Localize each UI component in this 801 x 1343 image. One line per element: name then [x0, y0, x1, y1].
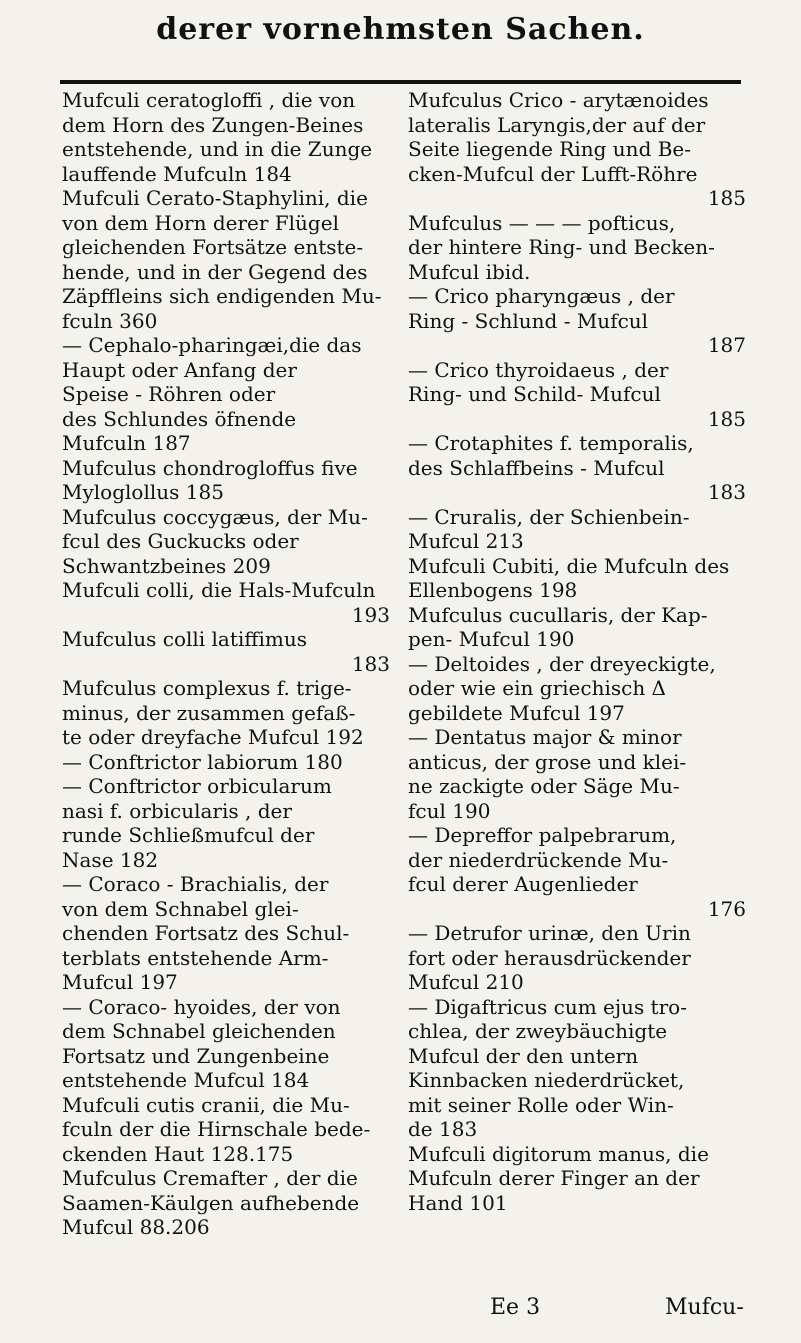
- index-line: 183: [707, 480, 746, 504]
- index-line: 193: [351, 602, 390, 627]
- index-line: entstehende Mufcul 184: [62, 1068, 310, 1092]
- index-line: der niederdrückende Mu-: [408, 847, 669, 872]
- index-line: Mufculn derer Finger an der: [408, 1166, 700, 1190]
- index-line: Mufculus coccygæus, der Mu-: [62, 504, 368, 529]
- index-line: von dem Horn derer Flügel: [62, 210, 339, 235]
- index-line: — Deltoides , der dreyeckigte,: [408, 651, 716, 676]
- index-line: fcul 190: [408, 798, 491, 823]
- index-line: des Schlaffbeins - Mufcul: [408, 455, 665, 480]
- index-line: cken-Mufcul der Lufft-Röhre: [408, 161, 698, 186]
- index-line: pen- Mufcul 190: [408, 627, 575, 651]
- index-line: — Cephalo-pharingæi,die das: [62, 333, 362, 357]
- signature-mark: Ee 3: [490, 1295, 541, 1320]
- index-line: minus, der zusammen gefaß-: [62, 700, 356, 725]
- index-line: Ellenbogens 198: [408, 578, 578, 602]
- index-line: — Coraco - Brachialis, der: [62, 872, 329, 896]
- index-line: gleichenden Fortsätze entste-: [62, 235, 364, 259]
- index-line: von dem Schnabel glei-: [62, 896, 299, 921]
- index-line: Ring- und Schild- Mufcul: [408, 382, 661, 406]
- index-line: hende, und in der Gegend des: [62, 259, 368, 284]
- index-line: fculn der die Hirnschale bede-: [62, 1117, 371, 1141]
- index-line: entstehende, und in die Zunge: [62, 137, 373, 161]
- index-line: Mufcul 213: [408, 529, 524, 553]
- index-line: Mufculi colli, die Hals-Mufculn: [62, 578, 376, 602]
- index-line: Mufculn 187: [62, 431, 191, 455]
- index-line: — Digaftricus cum ejus tro-: [408, 994, 687, 1019]
- index-line: Mufculi cutis cranii, die Mu-: [62, 1092, 350, 1117]
- index-line: — Conftrictor labiorum 180: [62, 749, 343, 774]
- index-line: runde Schließmufcul der: [62, 823, 315, 847]
- index-line: anticus, der grose und klei-: [408, 749, 687, 774]
- index-line: Mufculus chondrogloffus five: [62, 455, 358, 480]
- index-line: Myloglollus 185: [62, 480, 224, 504]
- index-line: de 183: [408, 1117, 478, 1141]
- index-line: dem Horn des Zungen-Beines: [62, 112, 364, 137]
- index-line: oder wie ein griechisch Δ: [408, 676, 666, 700]
- index-line: Hand 101: [408, 1190, 508, 1215]
- index-line: Mufculi Cubiti, die Mufculn des: [408, 553, 730, 578]
- index-line: Mufculi digitorum manus, die: [408, 1141, 709, 1166]
- header-rule: [60, 80, 741, 84]
- index-line: Mufculi ceratogloffi , die von: [62, 88, 356, 112]
- index-line: Mufculus — — — pofticus,: [408, 210, 676, 235]
- index-line: der hintere Ring- und Becken-: [408, 235, 715, 259]
- index-line: — Depreffor palpebrarum,: [408, 823, 677, 847]
- index-line: Schwantzbeines 209: [62, 553, 271, 578]
- index-line: fcul derer Augenlieder: [408, 872, 638, 896]
- index-line: — Crico thyroidaeus , der: [408, 357, 669, 382]
- index-line: Mufculus cucullaris, der Kap-: [408, 602, 708, 627]
- index-line: — Crotaphites f. temporalis,: [408, 431, 694, 455]
- running-header: derer vornehmsten Sachen.: [156, 12, 645, 47]
- index-line: Mufcul 210: [408, 970, 524, 994]
- index-line: ne zackigte oder Säge Mu-: [408, 774, 680, 798]
- index-line: — Crico pharyngæus , der: [408, 284, 675, 308]
- index-line: Seite liegende Ring und Be-: [408, 137, 692, 161]
- right-column: [408, 88, 746, 1215]
- index-line: chlea, der zweybäuchigte: [408, 1019, 668, 1043]
- index-line: Zäpffleins sich endigenden Mu-: [62, 284, 382, 308]
- index-line: ckenden Haut 128.175: [62, 1141, 294, 1166]
- index-line: Mufculus complexus f. trige-: [62, 676, 352, 700]
- index-line: Ring - Schlund - Mufcul: [408, 308, 649, 333]
- index-line: Mufcul 197: [62, 970, 178, 994]
- left-column: [62, 88, 390, 1240]
- index-line: Fortsatz und Zungenbeine: [62, 1043, 330, 1068]
- index-line: 183: [351, 651, 390, 676]
- index-line: dem Schnabel gleichenden: [62, 1019, 336, 1043]
- index-line: lateralis Laryngis,der auf der: [408, 112, 706, 137]
- index-line: 185: [707, 406, 746, 431]
- index-line: — Detrufor urinæ, den Urin: [408, 921, 691, 945]
- index-line: Mufculus colli latiffimus: [62, 627, 307, 651]
- index-line: te oder dreyfache Mufcul 192: [62, 725, 364, 749]
- index-line: — Cruralis, der Schienbein-: [408, 504, 690, 529]
- index-line: des Schlundes öfnende: [62, 406, 297, 431]
- index-line: fort oder herausdrückender: [408, 945, 691, 970]
- index-line: terblats entstehende Arm-: [62, 945, 329, 970]
- index-line: 176: [707, 896, 746, 921]
- index-line: Mufculi Cerato-Staphylini, die: [62, 186, 368, 210]
- index-line: Nase 182: [62, 847, 159, 872]
- index-line: Mufculus Cremafter , der die: [62, 1166, 358, 1190]
- index-line: Saamen-Käulgen aufhebende: [62, 1190, 360, 1215]
- index-line: 187: [707, 333, 746, 357]
- index-line: fculn 360: [62, 308, 158, 333]
- index-line: Mufcul ibid.: [408, 259, 531, 284]
- index-line: Speise - Röhren oder: [62, 382, 276, 406]
- index-line: Mufcul der den untern: [408, 1043, 639, 1068]
- index-line: 185: [707, 186, 746, 210]
- index-line: fcul des Guckucks oder: [62, 529, 299, 553]
- index-line: Mufcul 88.206: [62, 1215, 210, 1239]
- index-line: nasi f. orbicularis , der: [62, 798, 292, 823]
- index-line: Mufculus Crico - arytænoides: [408, 88, 709, 112]
- index-line: lauffende Mufculn 184: [62, 161, 292, 186]
- index-line: mit seiner Rolle oder Win-: [408, 1092, 674, 1117]
- index-line: — Coraco- hyoides, der von: [62, 994, 341, 1019]
- index-line: Kinnbacken niederdrücket,: [408, 1068, 685, 1092]
- index-line: Haupt oder Anfang der: [62, 357, 297, 382]
- index-line: — Conftrictor orbicularum: [62, 774, 332, 798]
- index-line: — Dentatus major & minor: [408, 725, 682, 749]
- catchword: Mufcu-: [665, 1295, 744, 1320]
- index-line: chenden Fortsatz des Schul-: [62, 921, 350, 945]
- index-line: gebildete Mufcul 197: [408, 700, 625, 725]
